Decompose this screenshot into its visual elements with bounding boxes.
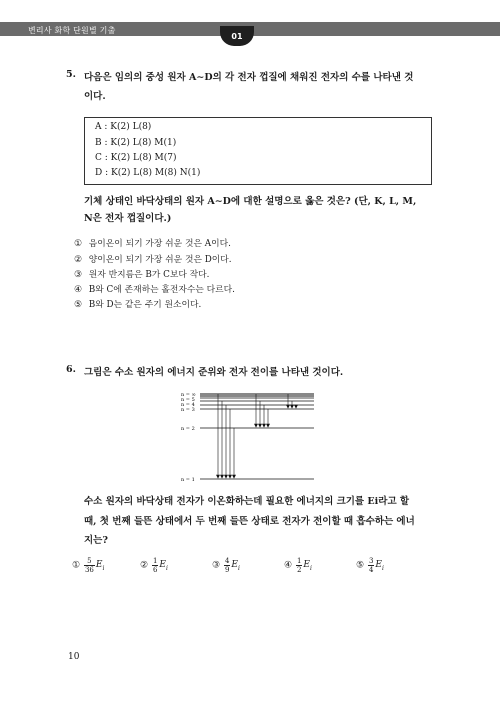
level-label: n = 4 xyxy=(181,402,195,408)
energy-symbol: $E_i$ xyxy=(303,559,312,572)
choice-mark: ① xyxy=(72,560,81,571)
page-header xyxy=(0,0,500,44)
question-number: 6. xyxy=(66,364,76,375)
choice-text: 원자 반지름은 B가 C보다 작다. xyxy=(88,270,210,280)
choice-text: B와 D는 같은 주기 원소이다. xyxy=(88,300,202,310)
energy-symbol: $E_i$ xyxy=(159,559,168,572)
config-line: A : K(2) L(8) xyxy=(95,122,152,132)
question-number: 5. xyxy=(66,69,76,80)
denominator: 6 xyxy=(152,566,158,574)
choice-mark: ④ xyxy=(74,285,82,295)
choice-text: 양이온이 되기 가장 쉬운 것은 D이다. xyxy=(88,255,232,265)
energy-symbol: $E_i$ xyxy=(375,559,384,572)
level-label: n = 3 xyxy=(181,407,195,413)
question-prompt-line: 때, 첫 번째 들뜬 상태에서 두 번째 들뜬 상태로 전자가 전이할 때 흡수하는 에너 xyxy=(84,516,415,527)
denominator: 4 xyxy=(368,566,374,574)
config-line: B : K(2) L(8) M(1) xyxy=(95,138,177,148)
book-title: 변리사 화학 단원별 기출 xyxy=(28,26,116,35)
question-prompt-line: 지는? xyxy=(84,535,108,546)
answer-choice[interactable] xyxy=(284,557,312,581)
choice-mark: ③ xyxy=(74,270,82,280)
fraction xyxy=(296,557,302,574)
answer-choice[interactable] xyxy=(74,236,231,249)
question-text-line: 그림은 수소 원자의 에너지 준위와 전자 전이를 나타낸 것이다. xyxy=(84,367,344,378)
level-label: n = 1 xyxy=(181,477,195,483)
denominator: 9 xyxy=(224,566,230,574)
page-number: 10 xyxy=(68,652,80,662)
config-line: C : K(2) L(8) M(7) xyxy=(95,153,177,163)
answer-choice[interactable] xyxy=(72,557,104,581)
answer-choice[interactable] xyxy=(74,297,201,310)
level-label: n = 5 xyxy=(181,397,195,403)
config-line: D : K(2) L(8) M(8) N(1) xyxy=(95,168,201,178)
choice-mark: ② xyxy=(74,255,82,265)
fraction xyxy=(224,557,230,574)
denominator: 36 xyxy=(84,566,94,574)
level-label: n = ∞ xyxy=(181,392,196,398)
question-text-line: 다음은 임의의 중성 원자 A∼D의 각 전자 껍질에 채워진 전자의 수를 나타낸 것 xyxy=(84,72,414,83)
answer-choice[interactable] xyxy=(356,557,384,581)
answer-choice[interactable] xyxy=(74,282,235,295)
answer-choice[interactable] xyxy=(212,557,240,581)
energy-symbol: $E_i$ xyxy=(95,559,105,572)
electron-config-box xyxy=(84,117,432,185)
fraction xyxy=(84,557,95,574)
numerator: 4 xyxy=(224,557,230,565)
question-prompt-line: 수소 원자의 바닥상태 전자가 이온화하는데 필요한 에너지의 크기를 Ei라고 할 xyxy=(84,496,410,507)
numerator: 1 xyxy=(152,557,158,565)
choice-mark: ① xyxy=(74,239,82,249)
chapter-badge xyxy=(220,26,254,46)
choice-mark: ③ xyxy=(212,560,221,571)
choice-mark: ⑤ xyxy=(74,300,82,310)
numerator: 3 xyxy=(368,557,374,565)
answer-choice[interactable] xyxy=(74,267,209,280)
chapter-number: 01 xyxy=(231,32,243,41)
numerator: 5 xyxy=(84,557,95,566)
choice-mark: ② xyxy=(140,560,149,571)
choice-mark: ⑤ xyxy=(356,560,365,571)
fraction xyxy=(152,557,158,574)
fraction xyxy=(368,557,374,574)
denominator: 2 xyxy=(296,566,302,574)
energy-level-diagram xyxy=(178,388,318,486)
level-label: n = 2 xyxy=(181,426,195,432)
choice-text: 음이온이 되기 가장 쉬운 것은 A이다. xyxy=(88,239,231,249)
question-text-line: 이다. xyxy=(84,91,106,102)
choice-text: B와 C에 존재하는 홀전자수는 다르다. xyxy=(88,285,235,295)
balmer-transitions xyxy=(255,394,270,427)
energy-symbol: $E_i$ xyxy=(231,559,240,572)
question-prompt-line: N은 전자 껍질이다.) xyxy=(84,213,172,224)
lyman-transitions xyxy=(217,394,236,478)
answer-choice[interactable] xyxy=(74,252,232,265)
numerator: 1 xyxy=(296,557,302,565)
question-prompt-line: 기체 상태인 바닥상태의 원자 A∼D에 대한 설명으로 옳은 것은? (단, K, L, M, xyxy=(84,196,417,207)
choice-mark: ④ xyxy=(284,560,293,571)
answer-choice[interactable] xyxy=(140,557,168,581)
